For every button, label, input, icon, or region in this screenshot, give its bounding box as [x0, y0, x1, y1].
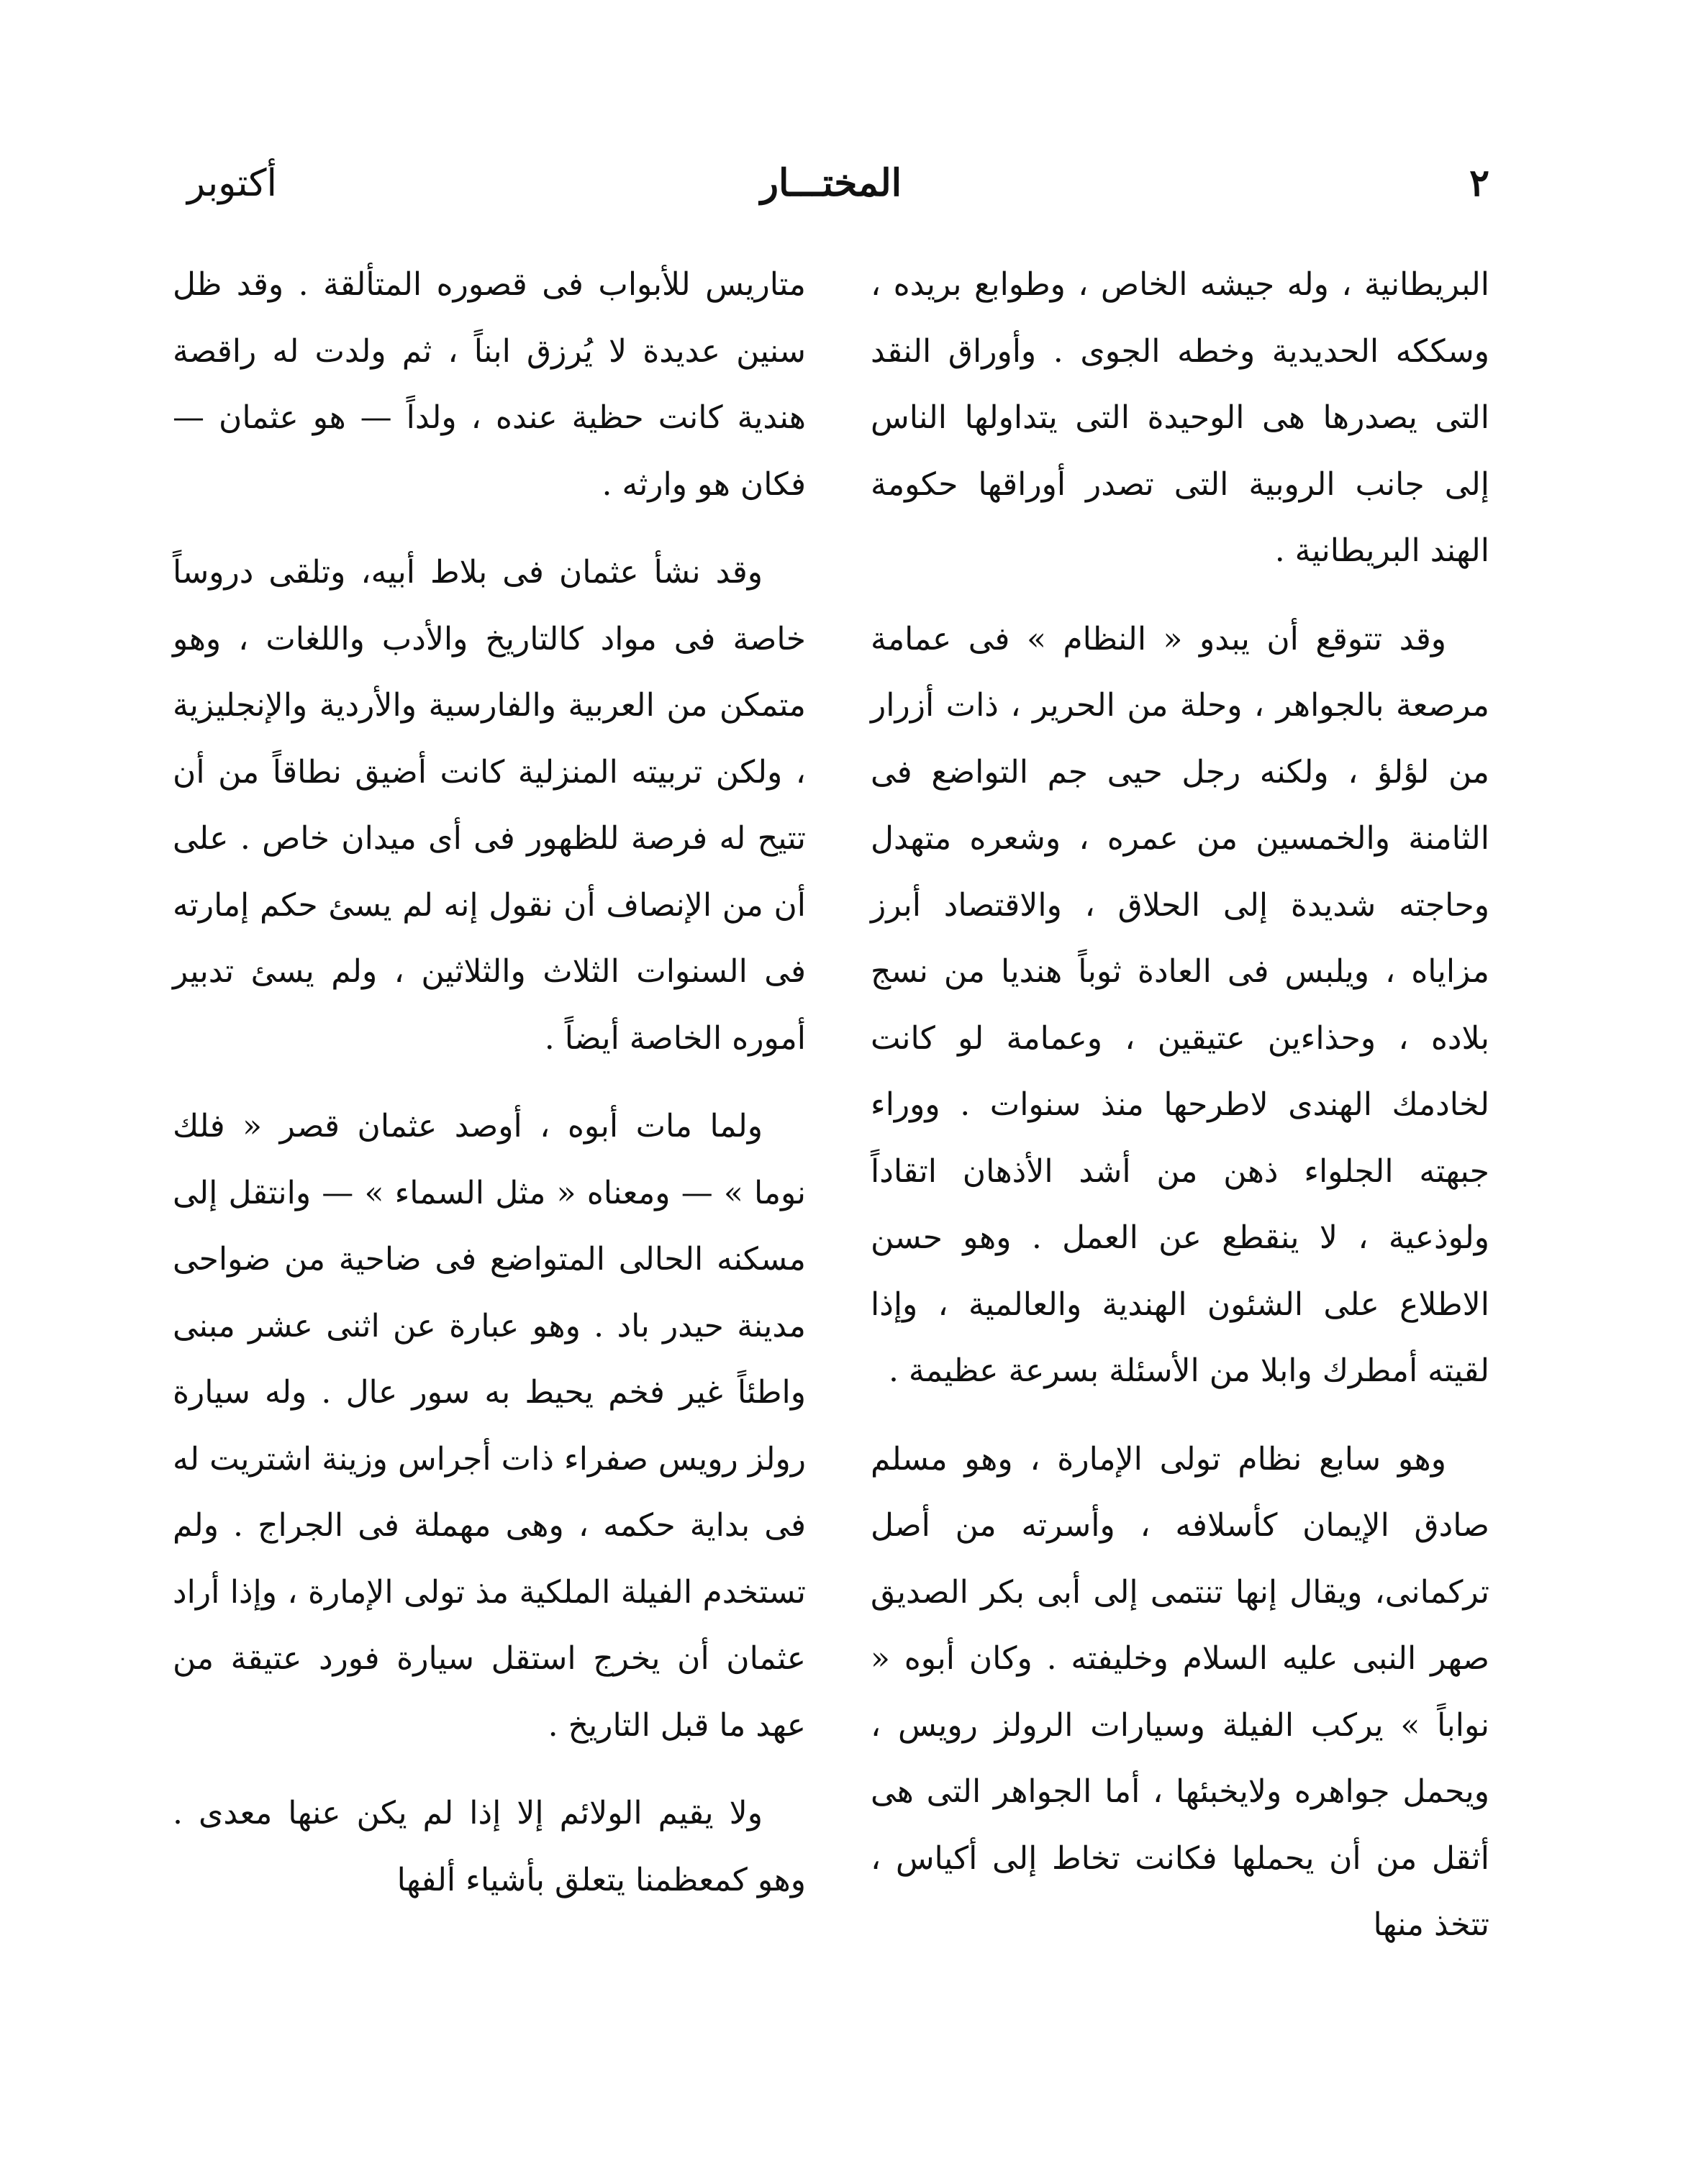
header-month: أكتوبر	[187, 162, 277, 205]
paragraph: وهو سابع نظام تولى الإمارة ، وهو مسلم صادق الإيمان كأسلافه ، وأسرته من أصل تركمانى، ويقال إنها تنتمى إلى أبى بكر الصديق صهر النبى عليه السلام وخليفته . وكان أبوه « نواباً » يركب الفيلة وسيارات الرولز رويس ، ويحمل جواهره ولايخبئها ، أما الجواهر التى هى أثقل من أن يحملها فكانت تخاط إلى أكياس ، تتخذ منها	[871, 1440, 1489, 1943]
magazine-title: المختـــار	[760, 161, 902, 205]
paragraph: وقد تتوقع أن يبدو « النظام » فى عمامة مرصعة بالجواهر ، وحلة من الحرير ، ذات أزرار من لؤلؤ ، ولكنه رجل حيى جم التواضع فى الثامنة والخمسين من عمره ، وشعره متهدل وحاجته شديدة إلى الحلاق ، والاقتصاد أبرز مزاياه ، ويلبس فى العادة ثوباً هنديا من نسج بلاده ، وحذاءين عتيقين ، وعمامة لو كانت لخادمك الهندى لاطرحها منذ سنوات . ووراء جبهته الجلواء ذهن من أشد الأذهان اتقاداً ولوذعية ، لا ينقطع عن العمل . وهو حسن الاطلاع على الشئون الهندية والعالمية ، وإذا لقيته أمطرك وابلا من الأسئلة بسرعة عظيمة .	[871, 620, 1489, 1389]
paragraph: ولما مات أبوه ، أوصد عثمان قصر « فلك نوما » — ومعناه « مثل السماء » — وانتقل إلى مسكنه الحالى المتواضع فى ضاحية من ضواحى مدينة حيدر باد . وهو عبارة عن اثنى عشر مبنى واطئاً غير فخم يحيط به سور عال . وله سيارة رولز رويس صفراء ذات أجراس وزينة اشتريت له فى بداية حكمه ، وهى مهملة فى الجراج . ولم تستخدم الفيلة الملكية مذ تولى الإمارة ، وإذا أراد عثمان أن يخرج استقل سيارة فورد عتيقة من عهد ما قبل التاريخ .	[173, 1108, 806, 1744]
right-column	[871, 252, 1489, 1980]
paragraph: متاريس للأبواب فى قصوره المتألقة . وقد ظل سنين عديدة لا يُرزق ابناً ، ثم ولدت له راقصة هندية كانت حظية عنده ، ولداً — هو عثمان — فكان هو وارثه .	[173, 266, 806, 503]
paragraph: البريطانية ، وله جيشه الخاص ، وطوابع بريده ، وسككه الحديدية وخطه الجوى . وأوراق النقد التى يصدرها هى الوحيدة التى يتداولها الناس إلى جانب الروبية التى تصدر أوراقها حكومة الهند البريطانية .	[871, 266, 1489, 569]
paragraph: وقد نشأ عثمان فى بلاط أبيه، وتلقى دروساً خاصة فى مواد كالتاريخ والأدب واللغات ، وهو متمكن من العربية والفارسية والأردية والإنجليزية ، ولكن تربيته المنزلية كانت أضيق نطاقاً من أن تتيح له فرصة للظهور فى أى ميدان خاص . على أن من الإنصاف أن نقول إنه لم يسئ حكم إمارته فى السنوات الثلاث والثلاثين ، ولم يسئ تدبير أموره الخاصة أيضاً .	[173, 554, 806, 1057]
page-number: ٢	[1469, 161, 1489, 205]
left-column	[173, 252, 806, 1935]
page-header	[173, 151, 1489, 216]
paragraph: ولا يقيم الولائم إلا إذا لم يكن عنها معدى . وهو كمعظمنا يتعلق بأشياء ألفها	[173, 1795, 806, 1898]
